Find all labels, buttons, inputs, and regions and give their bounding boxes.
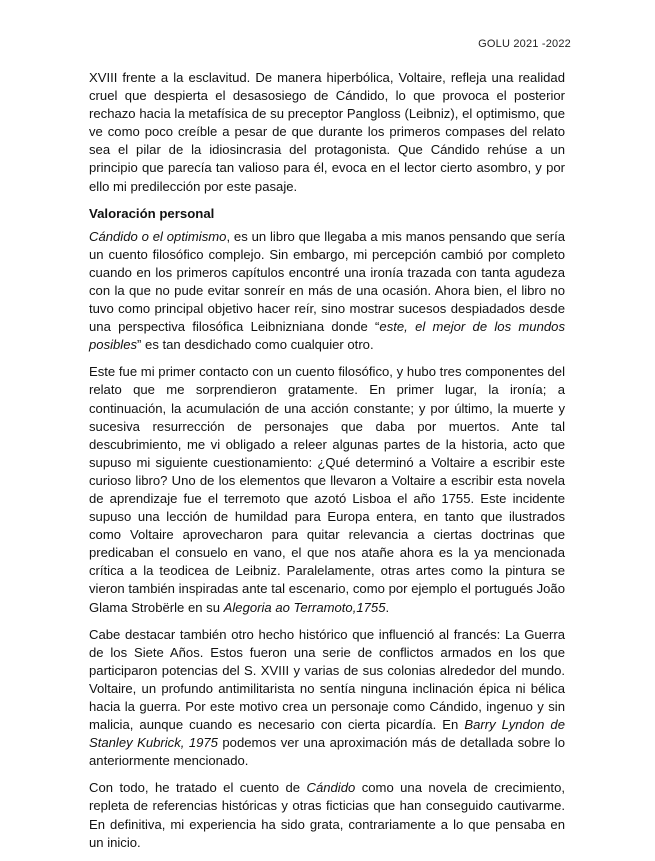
intro-paragraph: XVIII frente a la esclavitud. De manera hiperbólica, Voltaire, refleja una realidad cruel que despierta el desasosiego de Cándido, lo que provoca el posterior rechazo hacia la metafísica de su preceptor Pangloss (Leibniz), el optimismo, que ve como poco creíble a pesar de que durante los primeros compases del relato sea el pilar de la idiosincrasia del protagonista. Que Cándido rehúse a un principio que parecía tan valioso para él, evoca en el lector cierto asombro, y por ello mi predilección por este pasaje. bbox=[89, 70, 565, 194]
paragraph-1-text-a: , es un libro que llegaba a mis manos pensando que sería un cuento filosófico complejo. Sin embargo, mi percepción cambió por completo cuando en los primeros capítulos encontré una ironía trazada con tanta agudeza con la que no pude evitar sonreír en más de una ocasión. Ahora bien, el libro no tuvo como principal objetivo hacer reír, sino mostrar sucesos despiadados desde una perspectiva filosófica Leibnizniana donde “ bbox=[89, 228, 566, 335]
paragraph-4-text-a: Con todo, he tratado el cuento de bbox=[89, 780, 307, 796]
paragraph-1-text-b: ” es tan desdichado como cualquier otro. bbox=[137, 337, 374, 353]
paragraph-3 bbox=[89, 626, 565, 771]
character-name: Cándido bbox=[306, 780, 356, 796]
paragraph-3-text-b: podemos ver una aproximación más de detallada sobre lo anteriormente mencionado. bbox=[89, 735, 565, 769]
page-header: GOLU 2021 -2022 bbox=[478, 38, 571, 50]
document-body bbox=[89, 69, 565, 861]
section-heading: Valoración personal bbox=[89, 205, 215, 221]
paragraph-2 bbox=[89, 363, 565, 616]
book-title: Cándido o el optimismo bbox=[89, 228, 227, 244]
paragraph-2-text-b: . bbox=[385, 599, 390, 615]
paragraph-4 bbox=[89, 779, 565, 851]
paragraph-2-text-a: Este fue mi primer contacto con un cuento filosófico, y hubo tres componentes del relato que me sorprendieron gratamente. En primer lugar, la ironía; a continuación, la acumulación de una acción constante; y por último, la muerte y sucesiva resurrección de personajes que daba por muertos. Ante tal descubrimiento, me vi obligado a releer algunas partes de la historia, acto que supuso mi siguiente cuestionamiento: ¿Qué determinó a Voltaire a escribir este curioso libro? Uno de los elementos que llevaron a Voltaire a escribir esta novela de aprendizaje fue el terremoto que azotó Lisboa el año 1755. Este incidente supuso una lección de humildad para Europa entera, en tanto que ilustrados como Voltaire aprovecharon para quitar relevancia a ciertas doctrinas que predicaban el consuelo en vano, el que nos atañe ahora es la ya mencionada crítica a la teodicea de Leibniz. Paralelamente, otras artes como la pintura se vieron también inspiradas ante tal escenario, como por ejemplo el portugués João Glama Strobërle en su bbox=[89, 364, 565, 615]
paragraph-3-text-a: Cabe destacar también otro hecho histórico que influenció al francés: La Guerra de los Siete Años. Estos fueron una serie de conflictos armados en los que participaron potencias del S. XVIII y varias de sus colonias alrededor del mundo. Voltaire, un profundo antimilitarista no sentía ninguna inclinación épica ni bélica hacia la guerra. Por este motivo crea un personaje como Cándido, ingenuo y sin malicia, aunque cuando es necesario con cierta picardía. En bbox=[89, 626, 565, 733]
paragraph-4-text-b: como una novela de crecimiento, repleta de referencias históricas y otras ficticias que han conseguido cautivarme. En definitiva, mi experiencia ha sido grata, contrariamente a lo que pensaba en un inicio. bbox=[89, 780, 565, 850]
painting-title: Alegoria ao Terramoto,1755 bbox=[223, 599, 386, 615]
leibniz-quote: este, el mejor de los mundos posibles bbox=[89, 319, 565, 353]
film-title: Barry Lyndon de Stanley Kubrick, 1975 bbox=[89, 717, 565, 751]
paragraph-1 bbox=[89, 228, 565, 355]
